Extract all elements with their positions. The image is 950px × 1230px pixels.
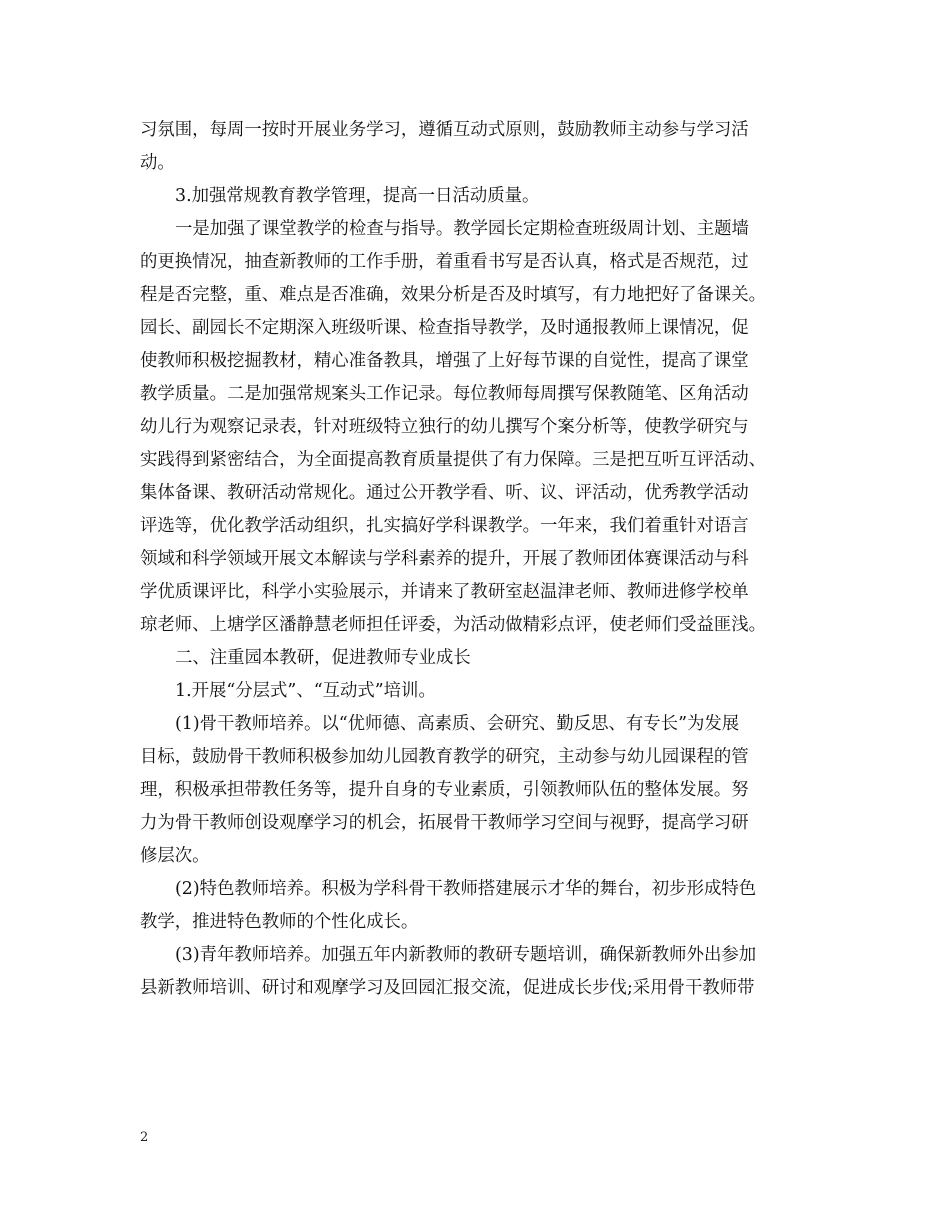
text-line: 理，积极承担带教任务等，提升自身的专业素质，引领教师队伍的整体发展。努: [140, 780, 749, 800]
text-line: 县新教师培训、研讨和观摩学习及回园汇报交流，促进成长步伐;采用骨干教师带: [140, 978, 755, 998]
text-line: 集体备课、教研活动常规化。通过公开教学看、听、议、评活动，优秀教学活动: [140, 483, 749, 503]
text-line: 实践得到紧密结合，为全面提高教育质量提供了有力保障。三是把互听互评活动、: [140, 450, 767, 470]
text-line: 3.加强常规教育教学管理，提高一日活动质量。: [175, 186, 540, 206]
document-body: [140, 114, 810, 1005]
text-line: 一是加强了课堂教学的检查与指导。教学园长定期检查班级周计划、主题墙: [175, 219, 749, 239]
text-line: 修层次。: [140, 846, 210, 866]
text-line: 习氛围，每周一按时开展业务学习，遵循互动式原则，鼓励教师主动参与学习活: [140, 120, 749, 140]
text-line: 领域和科学领域开展文本解读与学科素养的提升，开展了教师团体赛课活动与科: [140, 549, 749, 569]
text-line: 教学，推进特色教师的个性化成长。: [140, 912, 419, 932]
page-number: 2: [140, 1130, 149, 1145]
text-line: (3)青年教师培养。加强五年内新教师的教研专题培训，确保新教师外出参加: [175, 945, 757, 965]
text-line: (2)特色教师培养。积极为学科骨干教师搭建展示才华的舞台，初步形成特色: [175, 879, 757, 899]
text-line: 教学质量。二是加强常规案头工作记录。每位教师每周撰写保教随笔、区角活动: [140, 384, 749, 404]
text-line: (1)骨干教师培养。以“优师德、高素质、会研究、勤反思、有专长”为发展: [175, 714, 740, 734]
text-line: 力为骨干教师创设观摩学习的机会，拓展骨干教师学习空间与视野，提高学习研: [140, 813, 749, 833]
text-line: 评选等，优化教学活动组织，扎实搞好学科课教学。一年来，我们着重针对语言: [140, 516, 749, 536]
text-line: 动。: [140, 153, 175, 173]
text-line: 幼儿行为观察记录表，针对班级特立独行的幼儿撰写个案分析等，使教学研究与: [140, 417, 749, 437]
text-line: 二、注重园本教研，促进教师专业成长: [175, 648, 471, 668]
text-line: 学优质课评比，科学小实验展示，并请来了教研室赵温津老师、教师进修学校单: [140, 582, 749, 602]
text-line: 1.开展“分层式”、“互动式”培训。: [175, 681, 436, 701]
text-line: 琼老师、上塘学区潘静慧老师担任评委，为活动做精彩点评，使老师们受益匪浅。: [140, 615, 767, 635]
text-line: 园长、副园长不定期深入班级听课、检查指导教学，及时通报教师上课情况，促: [140, 318, 749, 338]
text-line: 的更换情况，抽查新教师的工作手册，着重看书写是否认真，格式是否规范，过: [140, 252, 749, 272]
text-line: 目标，鼓励骨干教师积极参加幼儿园教育教学的研究，主动参与幼儿园课程的管: [140, 747, 749, 767]
text-line: 程是否完整，重、难点是否准确，效果分析是否及时填写，有力地把好了备课关。: [140, 285, 767, 305]
text-line: 使教师积极挖掘教材，精心准备教具，增强了上好每节课的自觉性，提高了课堂: [140, 351, 749, 371]
